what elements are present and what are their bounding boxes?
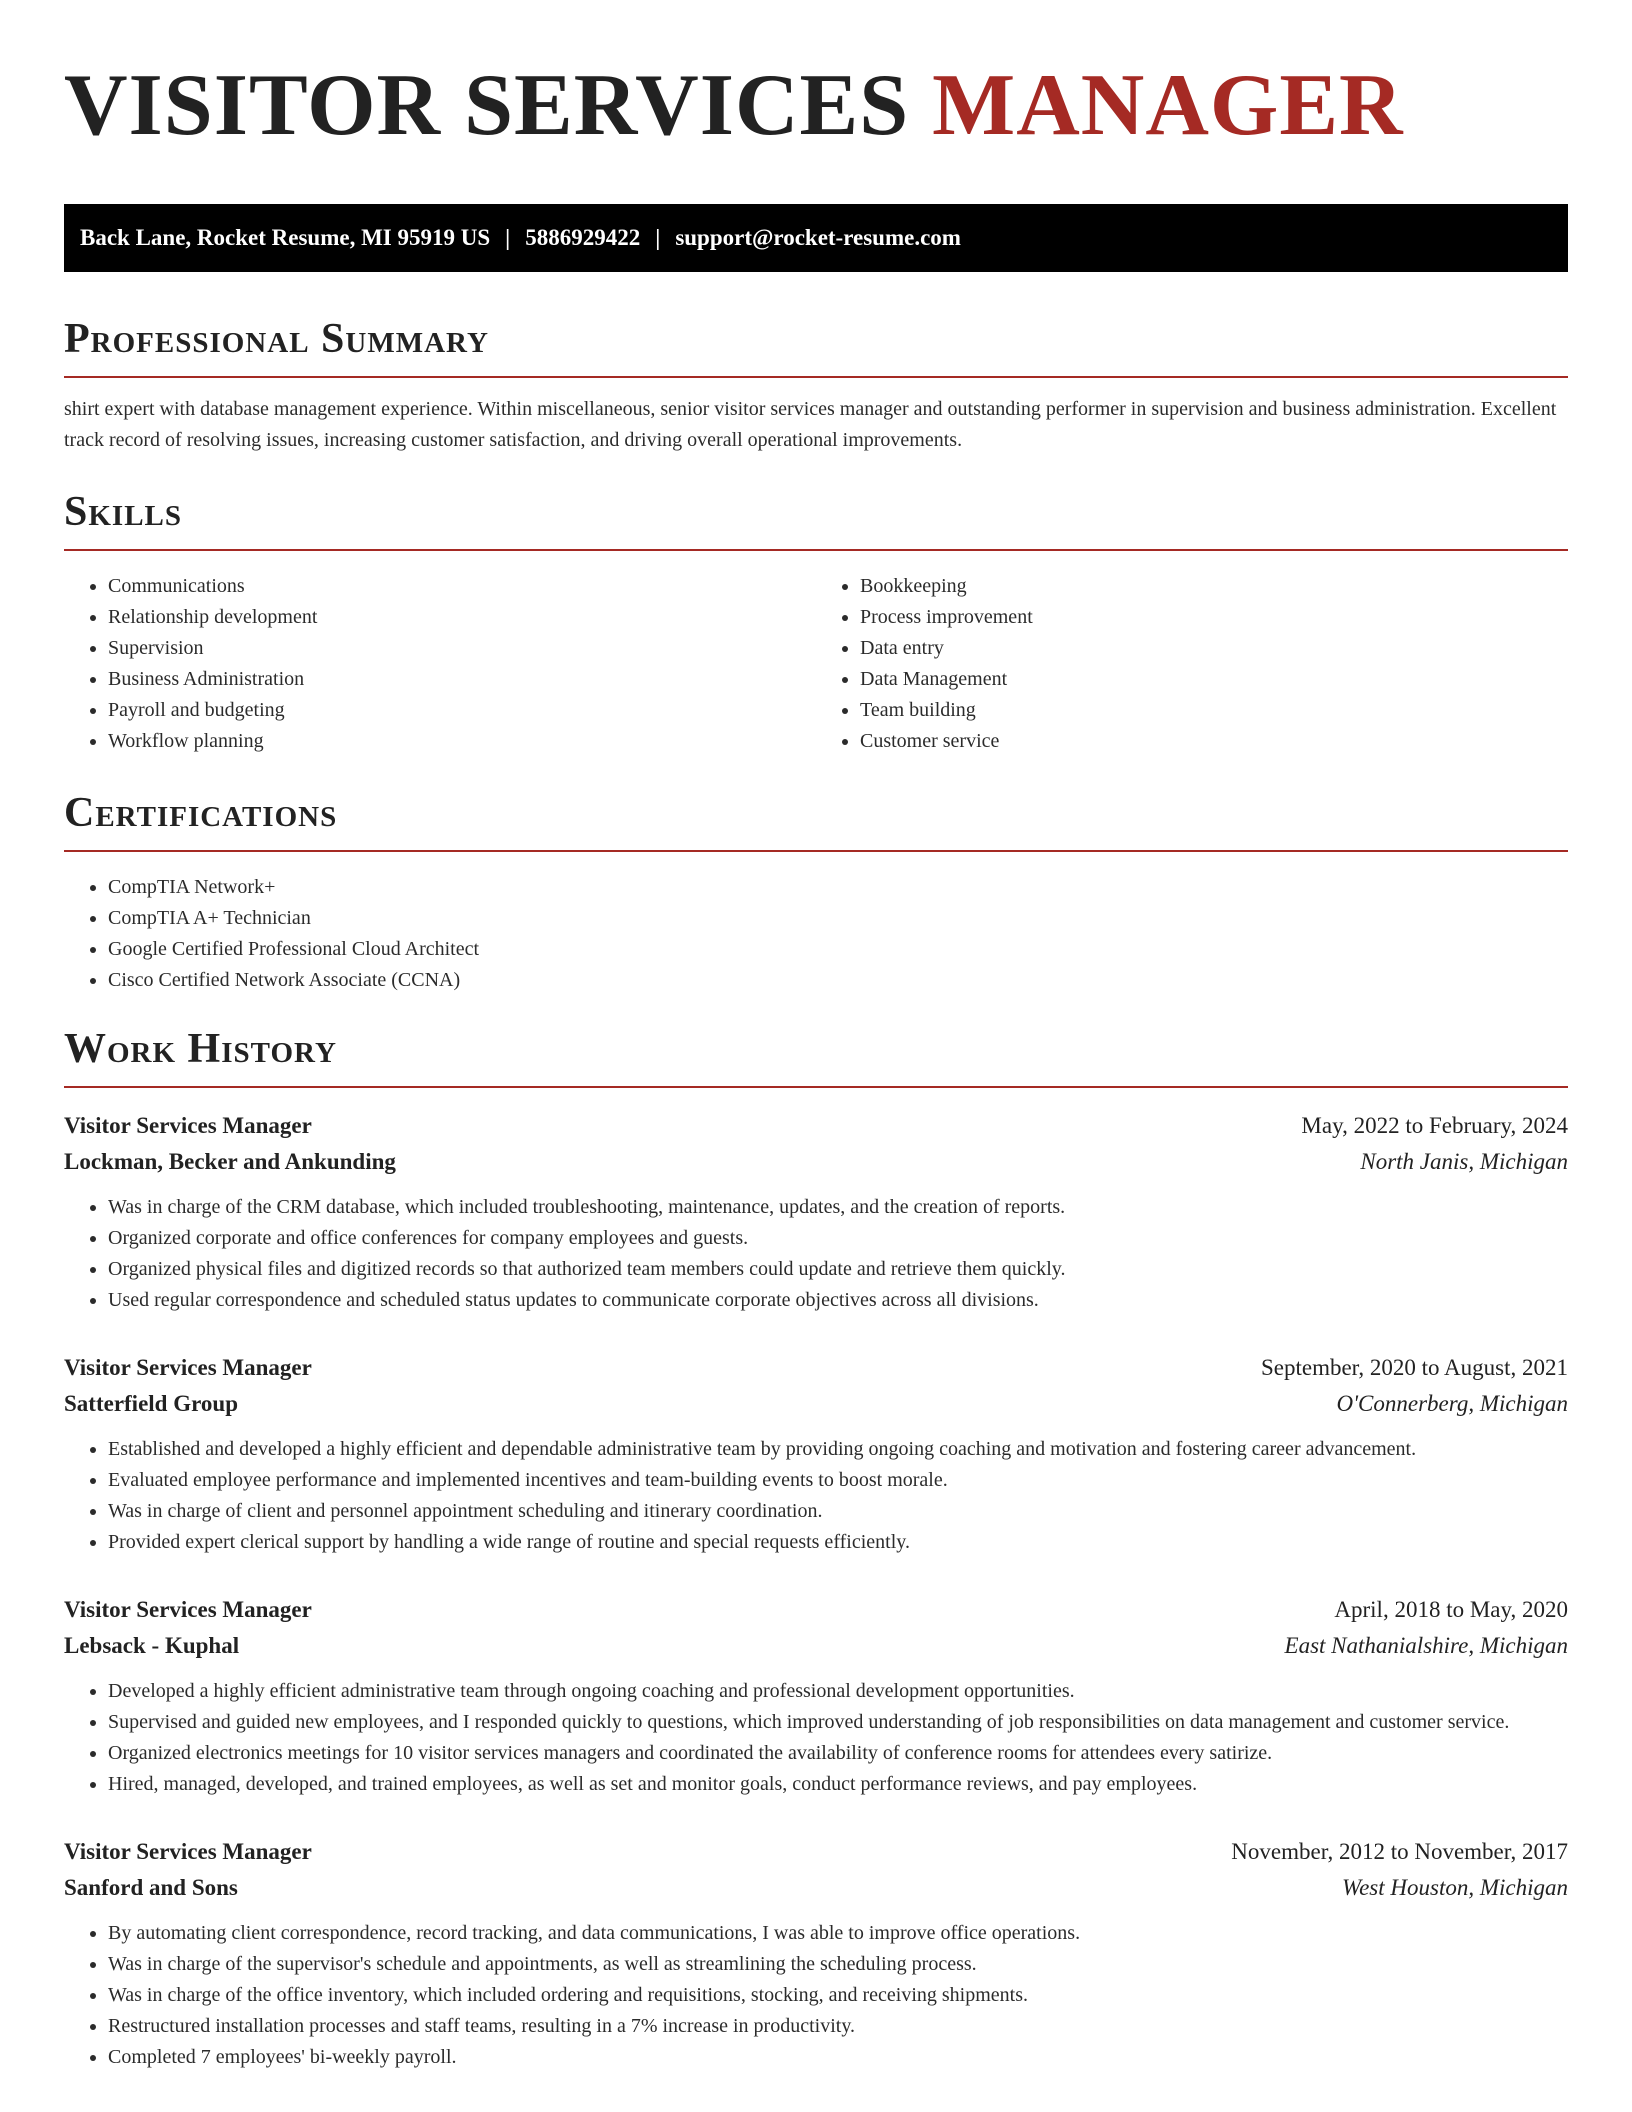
job-company-row bbox=[64, 1628, 1568, 1664]
certification-item: • CompTIA Network+ bbox=[108, 872, 1568, 903]
certification-item: • Google Certified Professional Cloud Architect bbox=[108, 934, 1568, 965]
certification-item: • CompTIA A+ Technician bbox=[108, 903, 1568, 934]
work-history-title: Work History bbox=[64, 1024, 1568, 1088]
job-dates: April, 2018 to May, 2020 bbox=[1334, 1597, 1568, 1622]
job-company: Lockman, Becker and Ankunding bbox=[64, 1149, 396, 1174]
job-title: Visitor Services Manager bbox=[64, 1113, 312, 1138]
job-header-row bbox=[64, 1834, 1568, 1870]
skill-item: • Team building bbox=[860, 695, 1568, 726]
job-entry bbox=[64, 1350, 1568, 1558]
skills-list-right bbox=[816, 571, 1568, 757]
skill-item: • Business Administration bbox=[108, 664, 816, 695]
contact-address: Back Lane, Rocket Resume, MI 95919 US bbox=[80, 225, 491, 250]
job-bullets bbox=[64, 1434, 1568, 1558]
summary-text: shirt expert with database management experience. Within miscellaneous, senior visitor services manager and outstanding performer in supervision and business administration. Excellent track record of resolving issues, increasing customer satisfaction, and driving overall operational improvements. bbox=[64, 398, 1557, 451]
certifications-list bbox=[64, 872, 1568, 996]
name-first: VISITOR SERVICES bbox=[64, 57, 910, 154]
certifications-section bbox=[64, 788, 1568, 996]
job-entry bbox=[64, 1592, 1568, 1800]
job-bullets bbox=[64, 1918, 1568, 2073]
skill-item: • Data entry bbox=[860, 633, 1568, 664]
summary-section bbox=[64, 314, 1568, 456]
job-location: North Janis, Michigan bbox=[1360, 1149, 1568, 1174]
job-location: West Houston, Michigan bbox=[1342, 1875, 1568, 1900]
job-bullet: • Used regular correspondence and scheduled status updates to communicate corporate objectives across all divisions. bbox=[108, 1285, 1568, 1316]
skill-item: • Payroll and budgeting bbox=[108, 695, 816, 726]
job-company-row bbox=[64, 1870, 1568, 1906]
job-bullet: • Was in charge of the office inventory, which included ordering and requisitions, stocking, and receiving shipments. bbox=[108, 1980, 1568, 2011]
job-bullet: • Developed a highly efficient administrative team through ongoing coaching and professional development opportunities. bbox=[108, 1676, 1568, 1707]
job-bullet: • Evaluated employee performance and implemented incentives and team-building events to boost morale. bbox=[108, 1465, 1568, 1496]
job-header-row bbox=[64, 1350, 1568, 1386]
skills-title: Skills bbox=[64, 487, 1568, 551]
skill-item: • Workflow planning bbox=[108, 726, 816, 757]
skill-item: • Bookkeeping bbox=[860, 571, 1568, 602]
skill-item: • Customer service bbox=[860, 726, 1568, 757]
job-title: Visitor Services Manager bbox=[64, 1839, 312, 1864]
job-company: Satterfield Group bbox=[64, 1391, 238, 1416]
job-bullet: • Supervised and guided new employees, and I responded quickly to questions, which improved understanding of job responsibilities on data management and customer service. bbox=[108, 1707, 1568, 1738]
job-entry bbox=[64, 1108, 1568, 1316]
job-bullet: • Restructured installation processes and staff teams, resulting in a 7% increase in productivity. bbox=[108, 2011, 1568, 2042]
job-bullet: • Provided expert clerical support by handling a wide range of routine and special requests efficiently. bbox=[108, 1527, 1568, 1558]
job-bullet: • Established and developed a highly efficient and dependable administrative team by providing ongoing coaching and motivation and fostering career advancement. bbox=[108, 1434, 1568, 1465]
skill-item: • Communications bbox=[108, 571, 816, 602]
skill-item: • Relationship development bbox=[108, 602, 816, 633]
skills-list-left bbox=[64, 571, 816, 757]
job-header-row bbox=[64, 1108, 1568, 1144]
job-bullet: • By automating client correspondence, record tracking, and data communications, I was able to improve office operations. bbox=[108, 1918, 1568, 1949]
job-bullet: • Was in charge of the supervisor's schedule and appointments, as well as streamlining the scheduling process. bbox=[108, 1949, 1568, 1980]
job-bullets bbox=[64, 1676, 1568, 1800]
job-dates: September, 2020 to August, 2021 bbox=[1260, 1355, 1568, 1380]
job-bullet: • Was in charge of the CRM database, which included troubleshooting, maintenance, updates, and the creation of reports. bbox=[108, 1192, 1568, 1223]
certifications-title: Certifications bbox=[64, 788, 1568, 852]
job-bullet: • Was in charge of client and personnel appointment scheduling and itinerary coordination. bbox=[108, 1496, 1568, 1527]
job-company-row bbox=[64, 1386, 1568, 1422]
contact-bar bbox=[64, 204, 1568, 272]
job-entry bbox=[64, 1834, 1568, 2073]
work-history-section bbox=[64, 1024, 1568, 2073]
job-title: Visitor Services Manager bbox=[64, 1355, 312, 1380]
job-bullet: • Completed 7 employees' bi-weekly payroll. bbox=[108, 2042, 1568, 2073]
summary-title: Professional Summary bbox=[64, 314, 1568, 378]
contact-separator: | bbox=[655, 225, 661, 250]
skill-item: • Process improvement bbox=[860, 602, 1568, 633]
resume-name bbox=[64, 56, 1568, 156]
job-header-row bbox=[64, 1592, 1568, 1628]
job-bullet: • Organized physical files and digitized records so that authorized team members could update and retrieve them quickly. bbox=[108, 1254, 1568, 1285]
skills-grid bbox=[64, 571, 1568, 757]
job-dates: November, 2012 to November, 2017 bbox=[1231, 1839, 1568, 1864]
job-title: Visitor Services Manager bbox=[64, 1597, 312, 1622]
job-location: East Nathanialshire, Michigan bbox=[1284, 1633, 1568, 1658]
job-bullet: • Hired, managed, developed, and trained employees, as well as set and monitor goals, conduct performance reviews, and pay employees. bbox=[108, 1769, 1568, 1800]
job-dates: May, 2022 to February, 2024 bbox=[1301, 1113, 1568, 1138]
certification-item: • Cisco Certified Network Associate (CCNA) bbox=[108, 965, 1568, 996]
job-bullet: • Organized electronics meetings for 10 visitor services managers and coordinated the availability of conference rooms for attendees every satirize. bbox=[108, 1738, 1568, 1769]
name-last: MANAGER bbox=[932, 57, 1404, 154]
job-company-row bbox=[64, 1144, 1568, 1180]
skill-item: • Supervision bbox=[108, 633, 816, 664]
contact-email: support@rocket-resume.com bbox=[675, 225, 961, 250]
contact-separator: | bbox=[505, 225, 511, 250]
job-company: Lebsack - Kuphal bbox=[64, 1633, 240, 1658]
skills-section bbox=[64, 487, 1568, 757]
contact-phone: 5886929422 bbox=[525, 225, 641, 250]
skill-item: • Data Management bbox=[860, 664, 1568, 695]
job-company: Sanford and Sons bbox=[64, 1875, 238, 1900]
job-bullets bbox=[64, 1192, 1568, 1316]
job-location: O'Connerberg, Michigan bbox=[1336, 1391, 1568, 1416]
job-bullet: • Organized corporate and office conferences for company employees and guests. bbox=[108, 1223, 1568, 1254]
